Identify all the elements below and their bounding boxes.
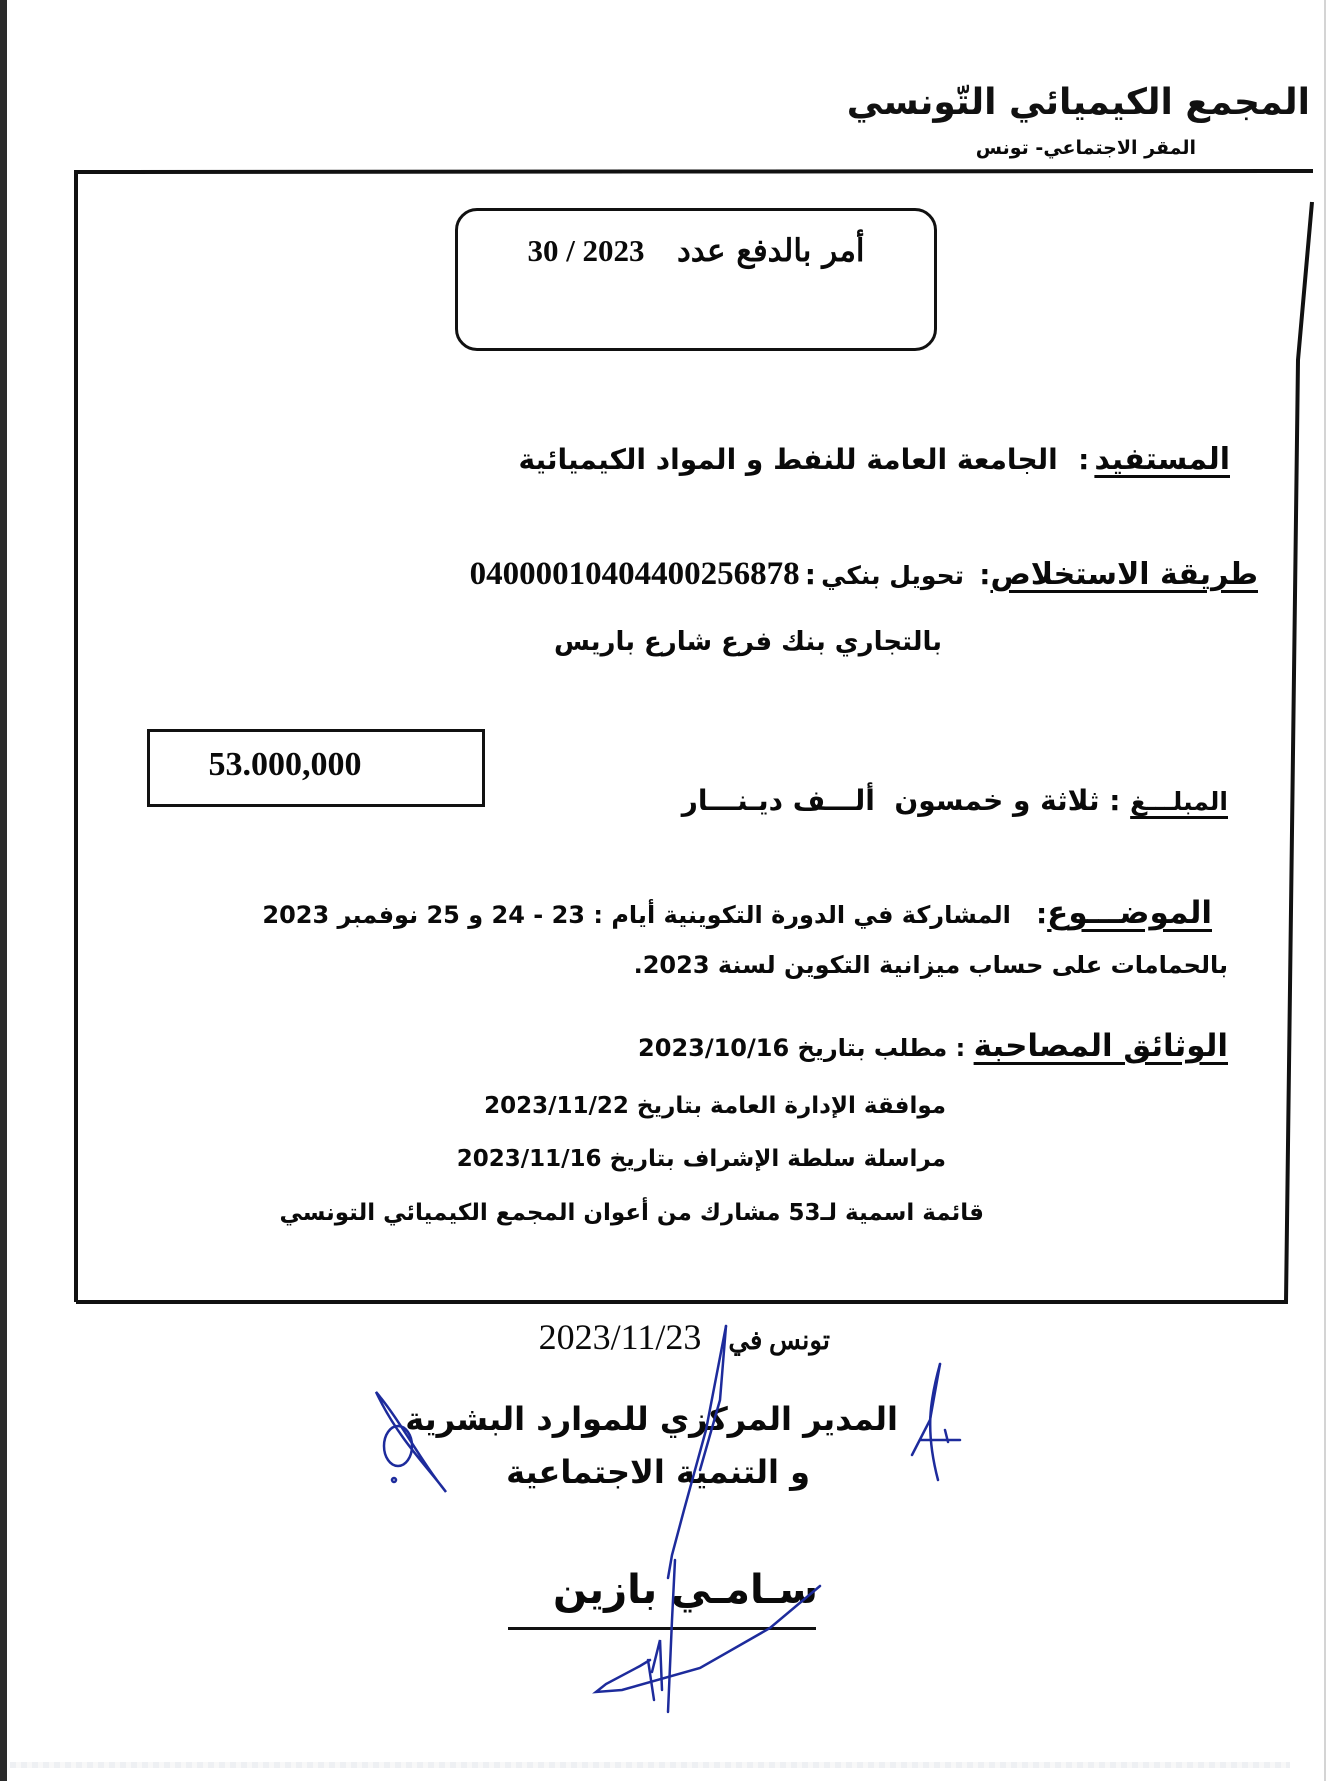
place-date — [539, 1316, 830, 1358]
attachments-separator: : — [955, 1034, 966, 1062]
amount-separator: : — [1109, 784, 1121, 817]
payment-method-label: طريقة الاستخلاص — [990, 557, 1258, 592]
beneficiary-label: المستفيد — [1094, 442, 1230, 477]
payment-method-row — [470, 556, 1258, 593]
signatory-title-line-2: و التنمية الاجتماعية — [506, 1453, 810, 1491]
place-label: تونس في — [728, 1326, 830, 1355]
order-number: 30 / 2023 — [527, 233, 645, 268]
attachments-row — [638, 1028, 1228, 1064]
attachments-label: الوثائق المصاحبة — [973, 1028, 1228, 1064]
title-box — [455, 208, 937, 351]
attachment-item: موافقة الإدارة العامة بتاريخ 2023/11/22 — [484, 1093, 946, 1119]
subject-line-2: بالحمامات على حساب ميزانية التكوين لسنة 2023. — [633, 951, 1228, 979]
beneficiary-value: الجامعة العامة للنفط و المواد الكيميائية — [518, 443, 1058, 476]
subject-row — [262, 895, 1212, 931]
payment-method-separator: : — [979, 558, 991, 591]
amount-label: المبلـــغ — [1130, 787, 1228, 816]
document-title — [458, 233, 934, 269]
signature-line — [508, 1627, 816, 1630]
payment-type: تحويل بنكي — [821, 561, 964, 590]
signatory-name: سـامـي بازين — [553, 1567, 818, 1613]
account-separator: : — [804, 558, 816, 591]
amount-row — [682, 784, 1228, 817]
attachment-item: قائمة اسمية لـ53 مشارك من أعوان المجمع الكيميائي التونسي — [279, 1200, 984, 1226]
subject-separator: : — [1035, 897, 1048, 930]
issue-date: 2023/11/23 — [538, 1317, 702, 1357]
beneficiary-row — [519, 442, 1230, 477]
account-number: 04000010404400256878 — [469, 556, 800, 592]
amount-figure: 53.000,000 — [208, 746, 362, 783]
amount-figure-box — [147, 729, 485, 807]
organization-name: المجمع الكيميائي التّونسي — [846, 82, 1310, 123]
organization-subtitle: المقر الاجتماعي- تونس — [975, 137, 1196, 159]
title-label: أمر بالدفع عدد — [676, 233, 865, 269]
amount-words: ثلاثة و خمسون ألـــف ديـنـــار — [681, 784, 1100, 817]
beneficiary-separator: : — [1078, 443, 1090, 476]
attachment-item: مراسلة سلطة الإشراف بتاريخ 2023/11/16 — [456, 1146, 946, 1172]
subject-label: الموضـــوع — [1047, 895, 1212, 931]
subject-line-1: المشاركة في الدورة التكوينية أيام : 23 - 24 و 25 نوفمبر 2023 — [262, 901, 1011, 929]
signatory-title-line-1: المدير المركزي للموارد البشرية — [405, 1400, 898, 1438]
bank-branch: بالتجاري بنك فرع شارع باريس — [553, 627, 942, 657]
attachment-item: مطلب بتاريخ 2023/10/16 — [638, 1034, 948, 1062]
